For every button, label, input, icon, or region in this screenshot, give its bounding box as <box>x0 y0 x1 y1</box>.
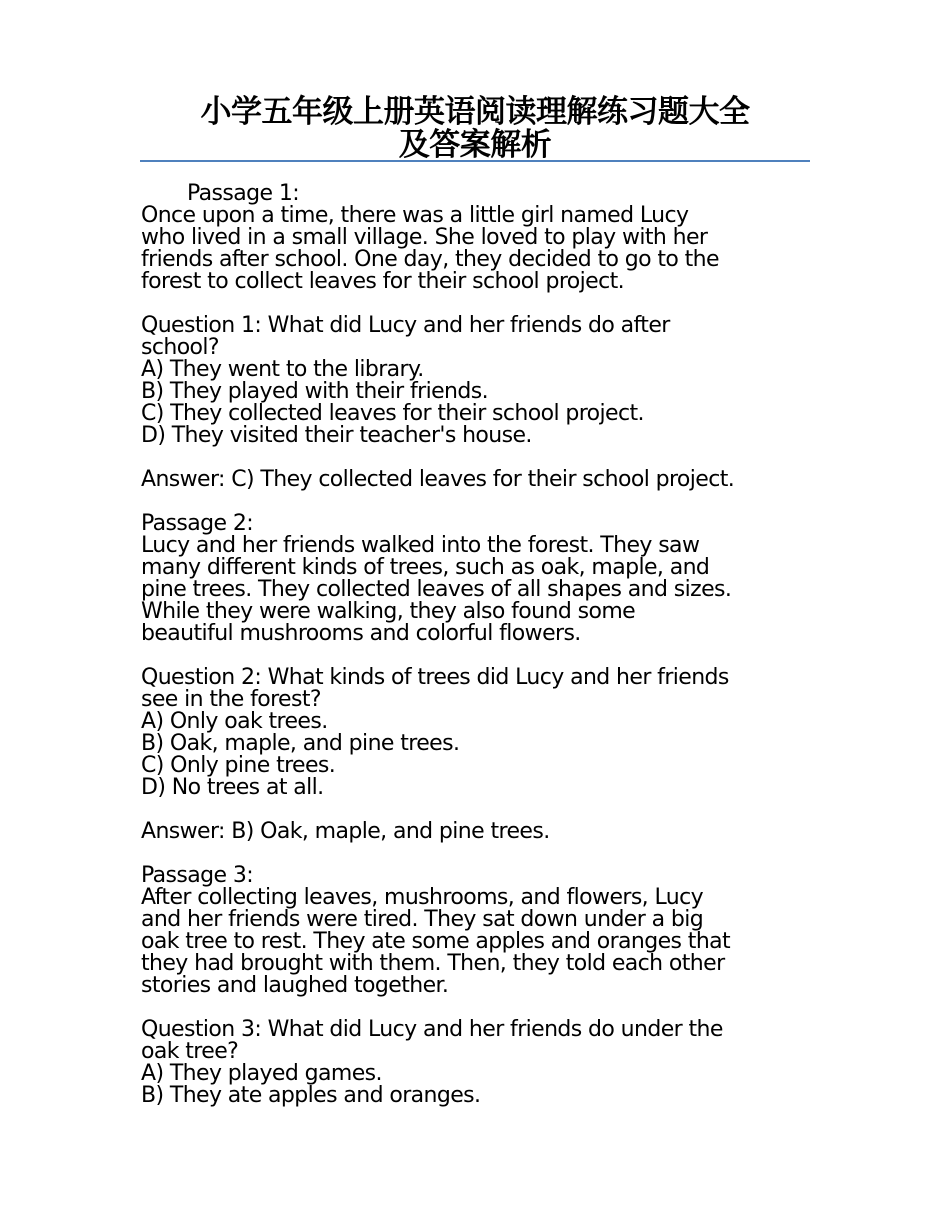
passage-3-heading: Passage 3: <box>141 863 254 888</box>
question-2-option-c: C) Only pine trees. <box>141 753 336 778</box>
passage-1-line: friends after school. One day, they decided to go to the <box>141 247 719 272</box>
paragraph-gap <box>141 843 821 865</box>
question-1-option-a: A) They went to the library. <box>141 357 424 382</box>
question-3-option-a: A) They played games. <box>141 1061 382 1086</box>
passage-2-line: beautiful mushrooms and colorful flowers. <box>141 621 581 646</box>
question-2-text: see in the forest? <box>141 687 321 712</box>
passage-2-heading: Passage 2: <box>141 511 254 536</box>
paragraph-gap <box>141 293 821 315</box>
question-1-answer: Answer: C) They collected leaves for their school project. <box>141 467 735 492</box>
question-1-text: school? <box>141 335 220 360</box>
question-2-option-a: A) Only oak trees. <box>141 709 328 734</box>
passage-2-line: pine trees. They collected leaves of all shapes and sizes. <box>141 577 732 602</box>
title-line-2: 及答案解析 <box>398 127 552 163</box>
question-2-option-d: D) No trees at all. <box>141 775 324 800</box>
question-1-option-b: B) They played with their friends. <box>141 379 488 404</box>
paragraph-gap <box>141 997 821 1019</box>
question-1-text: Question 1: What did Lucy and her friends do after <box>141 313 670 338</box>
question-1-option-c: C) They collected leaves for their school project. <box>141 401 644 426</box>
passage-3-line: oak tree to rest. They ate some apples and oranges that <box>141 929 731 954</box>
question-3-text: Question 3: What did Lucy and her friends do under the <box>141 1017 723 1042</box>
paragraph-gap <box>141 447 821 469</box>
question-3-option-b: B) They ate apples and oranges. <box>141 1083 481 1108</box>
passage-2-line: Lucy and her friends walked into the forest. They saw <box>141 533 700 558</box>
passage-1-line: who lived in a small village. She loved to play with her <box>141 225 708 250</box>
paragraph-gap <box>141 491 821 513</box>
passage-3-line: stories and laughed together. <box>141 973 449 998</box>
passage-1-line: Once upon a time, there was a little girl named Lucy <box>141 203 689 228</box>
passage-2-line: While they were walking, they also found some <box>141 599 636 624</box>
passage-2-line: many different kinds of trees, such as oak, maple, and <box>141 555 710 580</box>
passage-3-line: they had brought with them. Then, they told each other <box>141 951 725 976</box>
passage-3-line: and her friends were tired. They sat down under a big <box>141 907 704 932</box>
question-1-option-d: D) They visited their teacher's house. <box>141 423 532 448</box>
title-line-1: 小学五年级上册英语阅读理解练习题大全 <box>200 94 750 130</box>
paragraph-gap <box>141 799 821 821</box>
document-body <box>141 183 821 1107</box>
document-title <box>140 96 810 162</box>
question-2-option-b: B) Oak, maple, and pine trees. <box>141 731 460 756</box>
passage-1-line: forest to collect leaves for their school project. <box>141 269 625 294</box>
passage-1-heading: Passage 1: <box>187 181 300 206</box>
question-3-text: oak tree? <box>141 1039 239 1064</box>
paragraph-gap <box>141 645 821 667</box>
question-2-answer: Answer: B) Oak, maple, and pine trees. <box>141 819 550 844</box>
question-2-text: Question 2: What kinds of trees did Lucy and her friends <box>141 665 729 690</box>
title-underline <box>140 160 810 162</box>
passage-3-line: After collecting leaves, mushrooms, and flowers, Lucy <box>141 885 703 910</box>
